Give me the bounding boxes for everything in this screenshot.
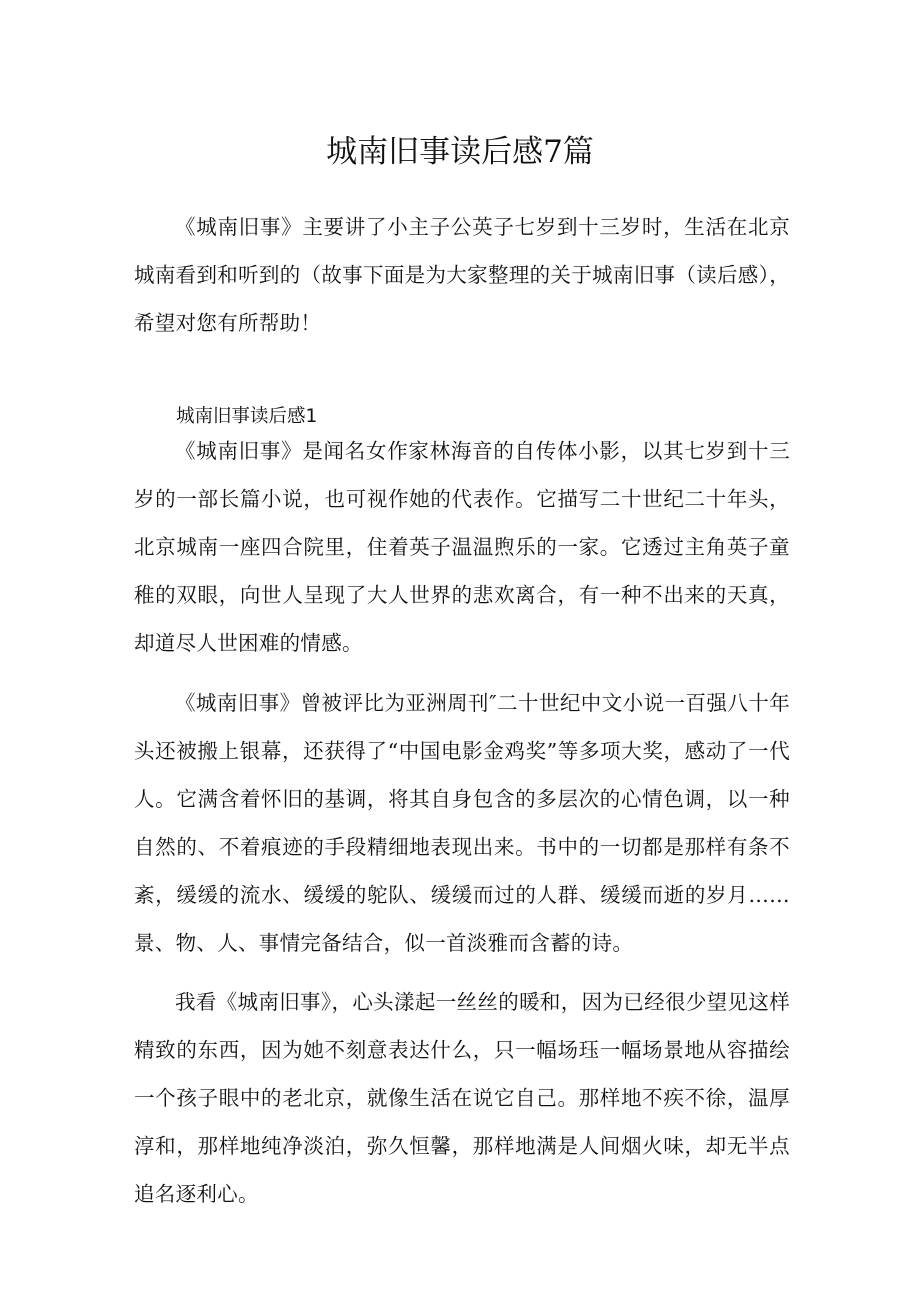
body-paragraph: 《城南旧事》是闻名女作家林海音的自传体小影，以其七岁到十三岁的一部长篇小说，也可视作她的代表作。它描写二十世纪二十年头，北京城南一座四合院里，住着英子温温煦乐的一家。它透过主角英子童稚的双眼，向世人呈现了大人世界的悲欢离合，有一种不出来的天真，却道尽人世困难的情感。: [134, 439, 790, 655]
body-paragraph: 我看《城南旧事》，心头漾起一丝丝的暖和，因为已经很少望见这样精致的东西，因为她不刻意表达什么，只一幅场珏一幅场景地从容描绘一个孩子眼中的老北京，就像生活在说它自己。那样地不疾不徐，温厚淳和，那样地纯净淡泊，弥久恒馨，那样地满是人间烟火味，却无半点追名逐利心。: [134, 990, 790, 1206]
intro-paragraph: 《城南旧事》主要讲了小主子公英子七岁到十三岁时，生活在北京城南看到和听到的（故事下面是为大家整理的关于城南旧事（读后感），希望对您有所帮助！: [134, 215, 790, 335]
body-paragraph: 《城南旧事》曾被评比为亚洲周刊″二十世纪中文小说一百强八十年头还被搬上银幕，还获得了“中国电影金鸡奖”等多项大奖，感动了一代人。它满含着怀旧的基调，将其自身包含的多层次的心情色调，以一种自然的、不着痕迹的手段精细地表现出来。书中的一切都是那样有条不紊，缓缓的流水、缓缓的鸵队、缓缓而过的人群、缓缓而逝的岁月……景、物、人、事情完备结合，似一首淡雅而含蓄的诗。: [134, 691, 790, 955]
section-heading: 城南旧事读后感1: [176, 406, 318, 427]
document-title: 城南旧事读后感7篇: [326, 134, 594, 170]
